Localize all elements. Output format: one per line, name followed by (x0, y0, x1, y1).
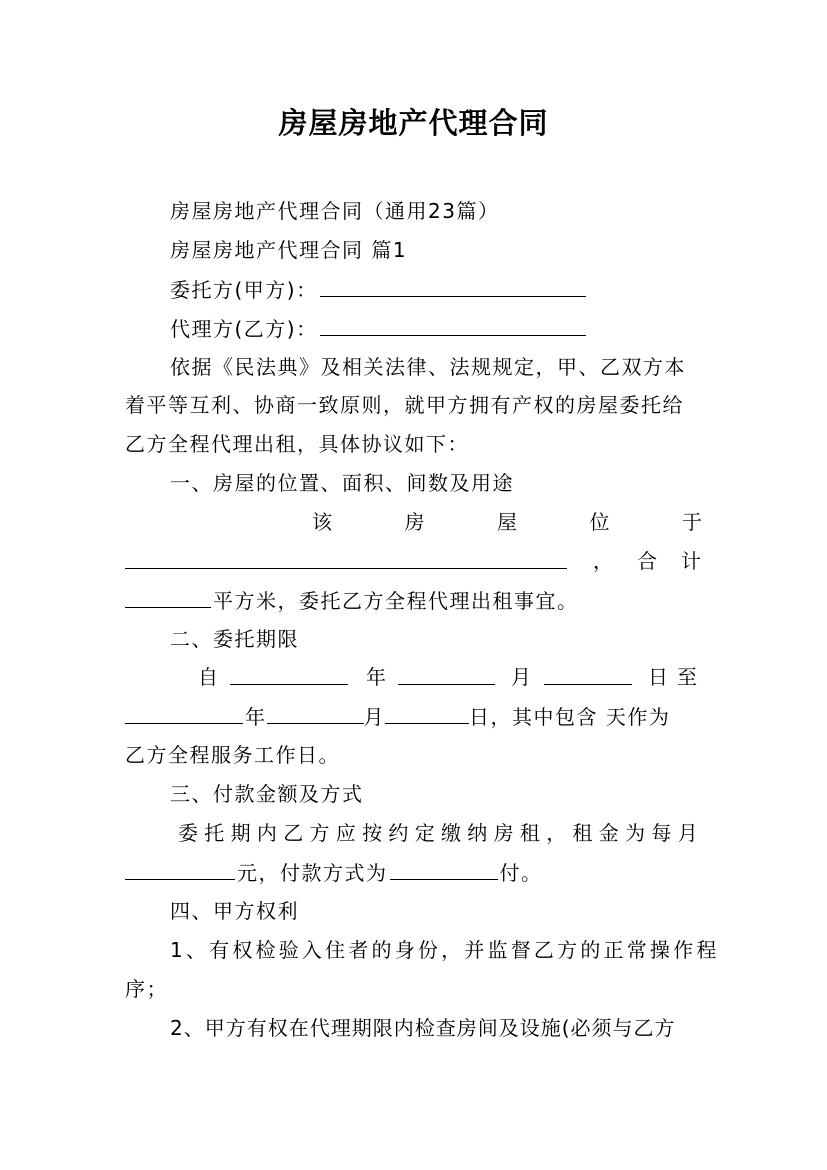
payment-line-1: 委托期内乙方应按约定缴纳房租，租金为每月 (178, 821, 704, 845)
loc-word-3: 屋 (497, 510, 517, 534)
payment-line-2 (125, 857, 705, 888)
term-to-line (125, 701, 705, 732)
to-month-blank (267, 701, 364, 724)
right-1-line-2: 序； (125, 977, 168, 1001)
loc-word-2: 房 (404, 510, 425, 534)
document-title: 房屋房地产代理合同 (278, 106, 549, 140)
party-b-blank (320, 313, 586, 336)
heading-location: 一、房屋的位置、面积、间数及用途 (170, 471, 514, 495)
area-line (125, 585, 705, 616)
intro-line-3: 乙方全程代理出租，具体协议如下： (125, 432, 469, 456)
day-to-label: 日至 (648, 665, 706, 689)
loc-word-1: 该 (312, 510, 332, 534)
party-a-blank (320, 274, 586, 297)
from-day-blank (544, 662, 632, 685)
party-b-line (170, 313, 705, 344)
right-2-line-1: 2、甲方有权在代理期限内检查房间及设施(必须与乙方 (170, 1016, 676, 1040)
intro-line-1: 依据《民法典》及相关法律、法规规定，甲、乙双方本 (170, 355, 686, 379)
heading-payment: 三、付款金额及方式 (170, 782, 364, 806)
intro-line-2: 着平等互利、协商一致原则，就甲方拥有产权的房屋委托给 (125, 393, 684, 417)
right-1-line-1: 1、有权检验入住者的身份，并监督乙方的正常操作程 (170, 938, 720, 962)
document-subtitle: 房屋房地产代理合同（通用23篇） (170, 199, 500, 223)
from-year-blank (230, 662, 348, 685)
to-year-label: 年 (245, 705, 267, 729)
loc-total-2: 计 (681, 549, 703, 573)
location-blank-line (125, 546, 705, 577)
to-day-blank (385, 701, 469, 724)
party-b-label: 代理方(乙方)： (170, 317, 318, 341)
day-include-text: 日，其中包含 天作为 (469, 705, 671, 729)
pay-yuan-text: 元，付款方式为 (237, 861, 388, 885)
location-blank (125, 546, 567, 569)
from-year-label: 年 (366, 665, 388, 689)
from-label: 自 (198, 665, 220, 689)
area-text: 平方米，委托乙方全程代理出租事宜。 (213, 589, 579, 613)
to-month-label: 月 (363, 705, 385, 729)
loc-word-4: 位 (589, 510, 610, 534)
pay-method-blank (390, 857, 498, 880)
location-words (312, 507, 702, 537)
section-heading: 房屋房地产代理合同 篇1 (170, 238, 408, 262)
to-year-blank (125, 701, 243, 724)
heading-rights: 四、甲方权利 (170, 899, 299, 923)
loc-word-5: 于 (682, 510, 702, 534)
service-days-line: 乙方全程服务工作日。 (125, 743, 340, 767)
heading-term: 二、委托期限 (170, 627, 299, 651)
from-month-label: 月 (511, 665, 533, 689)
loc-comma: ， (593, 549, 615, 573)
from-month-blank (398, 662, 495, 685)
pay-end-text: 付。 (499, 861, 543, 885)
rent-blank (125, 857, 235, 880)
area-blank (125, 585, 211, 608)
loc-total-1: 合 (637, 549, 659, 573)
party-a-label: 委托方(甲方)： (170, 278, 318, 302)
party-a-line (170, 274, 705, 305)
